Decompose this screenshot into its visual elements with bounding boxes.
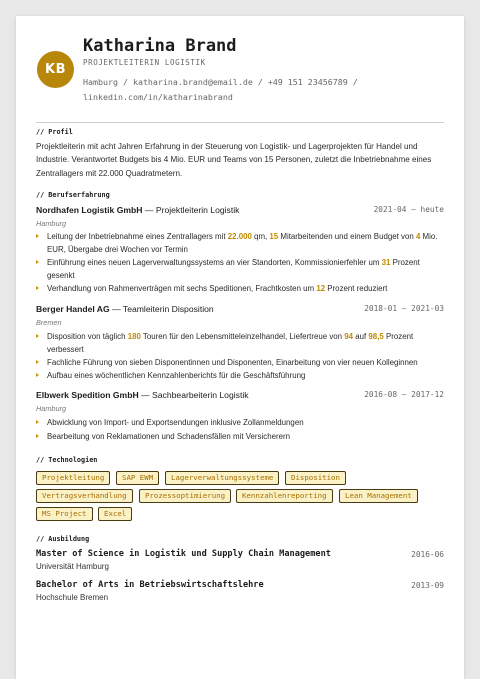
avatar: KB (37, 51, 74, 88)
list-item (36, 370, 442, 383)
job-company: Berger Handel AG (36, 304, 110, 314)
section-title-profile: // Profil (36, 128, 73, 136)
job-header (36, 390, 444, 402)
job-header (36, 304, 444, 316)
bullet-text: Bearbeitung von Reklamationen und Schadensfällen mit Versicherern (47, 432, 291, 441)
highlight-number: 31 (381, 258, 391, 267)
degree-date: 2013-09 (411, 581, 444, 590)
job-location: Hamburg (36, 219, 67, 228)
bullet-arrow-icon (36, 260, 39, 264)
profile-text: Projektleiterin mit acht Jahren Erfahrung in der Steuerung von Logistik- und Lagerprojekten für Handel und Industrie. Verantwortet Budgets bis 4 Mio. EUR und Teams von 15 Personen, zuletzt die Inbetriebnahme eines Zentrallagers mit 22.000 Quadratmetern. (36, 142, 432, 178)
highlight-number: 4 (415, 232, 421, 241)
candidate-role: PROJEKTLEITERIN LOGISTIK (83, 58, 206, 67)
list-item (36, 231, 442, 256)
skill-tag: Prozessoptimierung (139, 489, 231, 503)
skill-tag: SAP EWM (116, 471, 159, 485)
list-item (36, 257, 442, 282)
skill-tag: Vertragsverhandlung (36, 489, 133, 503)
bullet-text: Leitung der Inbetriebnahme eines Zentrallagers mit 22.000 qm, 15 Mitarbeitenden und einem Budget von 4 Mio. EUR, Übergabe drei Wochen vor Termin (47, 232, 438, 254)
highlight-number: 94 (344, 332, 354, 341)
job-date: 2016-08 – 2017-12 (364, 390, 444, 399)
bullet-arrow-icon (36, 234, 39, 238)
header-divider (36, 122, 444, 123)
degree-title: Bachelor of Arts in Betriebswirtschaftslehre (36, 580, 264, 590)
skill-tag: MS Project (36, 507, 93, 521)
job-separator: — (138, 390, 153, 400)
job-date: 2018-01 – 2021-03 (364, 304, 444, 313)
job-date: 2021-04 – heute (373, 205, 444, 214)
contact-line-1: Hamburg / katharina.brand@email.de / +49 151 23456789 / (83, 77, 358, 87)
job-location: Hamburg (36, 404, 67, 413)
list-item (36, 431, 442, 444)
degree-institution: Universität Hamburg (36, 562, 109, 571)
skill-tag: Lean Management (339, 489, 418, 503)
list-item (36, 331, 442, 356)
job-position: Sachbearbeiterin Logistik (152, 390, 249, 400)
job-title (36, 304, 214, 314)
degree-date: 2016-06 (411, 550, 444, 559)
job-position: Teamleiterin Disposition (122, 304, 214, 314)
highlight-number: 15 (269, 232, 279, 241)
list-item (36, 357, 442, 370)
skill-tag: Excel (98, 507, 132, 521)
job-separator: — (142, 205, 156, 215)
job-header (36, 205, 444, 217)
bullet-text: Verhandlung von Rahmenverträgen mit sechs Speditionen, Frachtkosten um 12 Prozent reduziert (47, 284, 388, 293)
degree-title: Master of Science in Logistik und Supply Chain Management (36, 549, 331, 559)
job-location: Bremen (36, 318, 62, 327)
bullet-text: Aufbau eines wöchentlichen Kennzahlenberichts für die Geschäftsführung (47, 371, 306, 380)
bullet-arrow-icon (36, 334, 39, 338)
section-title-education: // Ausbildung (36, 535, 90, 543)
section-title-technologies: // Technologien (36, 456, 98, 464)
skill-tag: Disposition (285, 471, 346, 485)
bullet-text: Abwicklung von Import- und Exportsendungen inklusive Zollanmeldungen (47, 418, 304, 427)
candidate-name: Katharina Brand (83, 36, 237, 56)
bullet-arrow-icon (36, 420, 39, 424)
contact-info (83, 75, 363, 104)
skill-tag: Lagerverwaltungssysteme (165, 471, 279, 485)
job-company: Nordhafen Logistik GmbH (36, 205, 143, 215)
highlight-number: 98,5 (368, 332, 384, 341)
highlight-number: 12 (316, 284, 326, 293)
skill-tag: Projektleitung (36, 471, 110, 485)
job-title (36, 390, 249, 400)
bullet-text: Einführung eines neuen Lagerverwaltungssystems an vier Standorten, Kommissionierfehler um 31 Prozent gesenkt (47, 258, 420, 280)
bullet-arrow-icon (36, 373, 39, 377)
job-position: Projektleiterin Logistik (155, 205, 240, 215)
section-title-experience: // Berufserfahrung (36, 191, 110, 199)
list-item (36, 283, 442, 296)
contact-line-2: linkedin.com/in/katharinabrand (83, 91, 233, 102)
degree-institution: Hochschule Bremen (36, 593, 109, 602)
bullet-arrow-icon (36, 286, 39, 290)
job-title (36, 205, 239, 215)
highlight-number: 180 (127, 332, 141, 341)
skill-tag: Kennzahlenreporting (236, 489, 333, 503)
job-company: Elbwerk Spedition GmbH (36, 390, 139, 400)
bullet-arrow-icon (36, 434, 39, 438)
job-separator: — (109, 304, 123, 314)
list-item (36, 417, 442, 430)
resume-page (16, 16, 464, 679)
bullet-text: Disposition von täglich 180 Touren für den Lebensmitteleinzelhandel, Liefertreue von 94 auf 98,5 Prozent verbessert (47, 332, 414, 354)
highlight-number: 22.000 (227, 232, 252, 241)
bullet-text: Fachliche Führung von sieben Disponentinnen und Disponenten, Einarbeitung von vier neuen Kolleginnen (47, 358, 418, 367)
bullet-arrow-icon (36, 360, 39, 364)
